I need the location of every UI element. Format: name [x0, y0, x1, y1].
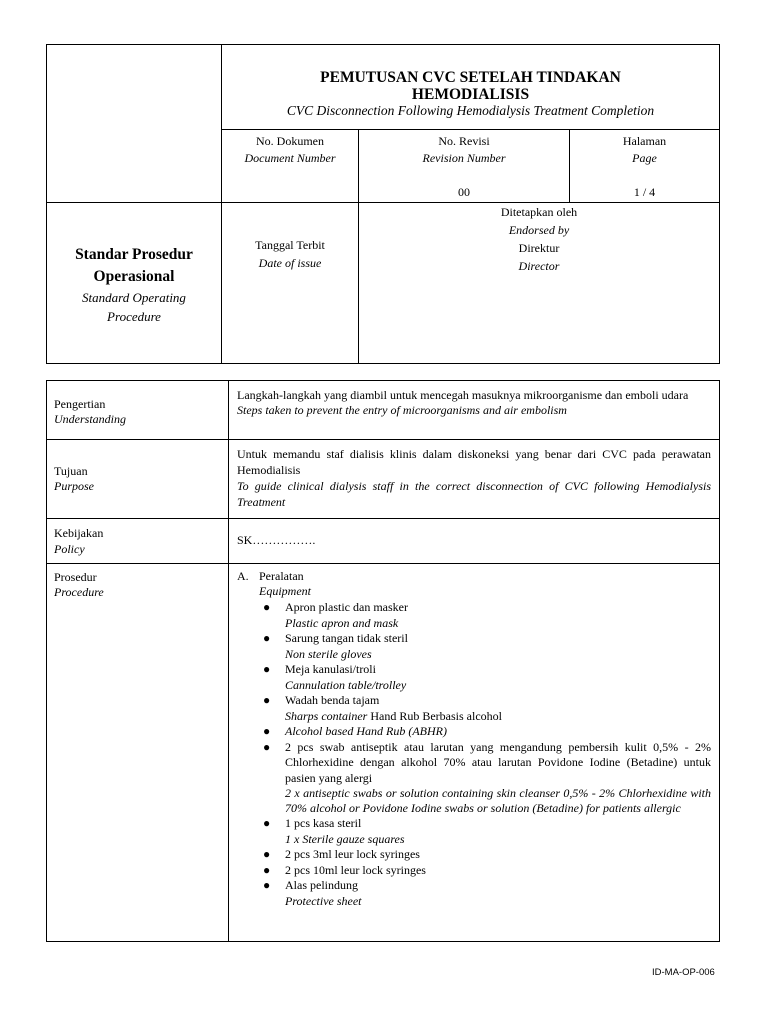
title-line-1: PEMUTUSAN CVC SETELAH TINDAKAN: [320, 69, 621, 86]
sop-subtitle-line-1: Standard Operating: [82, 290, 186, 305]
page-value: 1 / 4: [633, 185, 656, 199]
purpose-content: [229, 440, 720, 519]
understanding-text: Langkah-langkah yang diambil untuk mencegah masuknya mikroorganisme dan emboli udara: [237, 388, 689, 402]
sop-cell: [47, 203, 222, 364]
bullet-icon: ●: [263, 600, 271, 614]
item-text: Meja kanulasi/troli: [285, 662, 376, 676]
doc-title: [222, 69, 719, 103]
sop-title-line-1: Standar Prosedur: [75, 246, 193, 263]
item-text: 2 pcs swab antiseptik atau larutan yang mengandung pembersih kulit 0,5% - 2% Chlorhexidine dengan alkohol 70% atau larutan Povidone Iodine (Betadine) untuk pasien yang alergi: [285, 739, 711, 785]
understanding-label-en: Understanding: [54, 412, 126, 426]
list-item: [237, 816, 711, 847]
sop-subtitle: [47, 288, 221, 326]
procedure-label-en: Procedure: [54, 585, 104, 599]
bullet-icon: ●: [263, 724, 271, 738]
section-title-en: Equipment: [259, 584, 311, 598]
page-label-en: Page: [632, 151, 657, 165]
bullet-icon: ●: [263, 878, 271, 892]
bullet-icon: ●: [263, 862, 271, 877]
list-item: [237, 631, 711, 662]
item-text-en: 2 x antiseptic swabs or solution containing skin cleanser 0,5% - 2% Chlorhexidine with 70% alcohol or Povidone Iodine swabs or solution (Betadine) for patients allergic: [285, 786, 711, 815]
item-text-suffix: Hand Rub Berbasis alcohol: [367, 708, 502, 723]
policy-content: [229, 519, 720, 564]
section-title: Peralatan: [259, 569, 304, 583]
item-text: 2 pcs 10ml leur lock syringes: [285, 862, 426, 877]
sop-title-line-2: Operasional: [93, 268, 175, 285]
page-cell: [570, 130, 720, 203]
understanding-content: [229, 381, 720, 440]
revision-label: No. Revisi: [438, 134, 490, 148]
title-cell: [222, 45, 720, 130]
item-text: Sarung tangan tidak steril: [285, 631, 408, 645]
item-text-en: 1 x Sterile gauze squares: [285, 831, 405, 846]
procedure-label-cell: [47, 564, 229, 942]
issue-date-label-en: Date of issue: [258, 256, 322, 270]
item-text-en: Sharps container: [285, 708, 368, 723]
doc-number-label: No. Dokumen: [256, 134, 324, 148]
logo-cell: [47, 45, 222, 203]
purpose-text-en: To guide clinical dialysis staff in the correct disconnection of CVC following Hemodialysis Treatment: [237, 479, 711, 509]
title-line-2: HEMODIALISIS: [411, 86, 530, 103]
understanding-text-en: Steps taken to prevent the entry of microorganisms and air embolism: [237, 403, 567, 417]
item-text: Apron plastic dan masker: [285, 600, 408, 614]
bullet-icon: ●: [263, 847, 271, 861]
purpose-label: Tujuan: [54, 464, 88, 478]
list-item: [237, 847, 711, 863]
item-text: Wadah benda tajam: [285, 693, 380, 707]
purpose-label-cell: [47, 440, 229, 519]
list-item: [237, 662, 711, 693]
doc-number-cell: [222, 130, 359, 203]
sop-subtitle-line-2: Procedure: [107, 309, 161, 324]
director-label-en: Director: [518, 259, 560, 273]
doc-subtitle: CVC Disconnection Following Hemodialysis Treatment Completion: [286, 103, 655, 118]
equipment-heading: [237, 569, 711, 599]
footer-code: ID-MA-OP-006: [652, 967, 715, 978]
policy-label-en: Policy: [54, 542, 85, 556]
section-letter: A.: [237, 569, 249, 583]
understanding-label: Pengertian: [54, 397, 106, 411]
bullet-icon: ●: [263, 631, 271, 645]
revision-label-en: Revision Number: [422, 151, 506, 165]
list-item: [237, 878, 711, 909]
item-text: 1 pcs kasa steril: [285, 816, 362, 830]
purpose-text: Untuk memandu staf dialisis klinis dalam diskoneksi yang benar dari CVC pada perawatan Hemodialisis: [237, 447, 711, 477]
sop-title: [47, 244, 221, 288]
policy-label: Kebijakan: [54, 526, 104, 540]
item-text: 2 pcs 3ml leur lock syringes: [285, 847, 420, 861]
bullet-icon: ●: [263, 662, 271, 676]
list-item: [237, 600, 711, 631]
list-item: [237, 693, 711, 724]
item-text-en: Protective sheet: [285, 893, 362, 908]
understanding-label-cell: [47, 381, 229, 440]
item-text-en: Non sterile gloves: [285, 646, 372, 661]
doc-number-label-en: Document Number: [244, 151, 336, 165]
director-label: Direktur: [518, 241, 560, 255]
list-item: [237, 724, 711, 740]
procedure-label: Prosedur: [54, 570, 97, 584]
issue-date-label: Tanggal Terbit: [255, 238, 325, 252]
procedure-content: [229, 564, 720, 942]
revision-value: 00: [458, 185, 470, 199]
policy-text: SK…………….: [237, 533, 316, 547]
item-text-en: Cannulation table/trolley: [285, 677, 407, 692]
item-text: Alcohol based Hand Rub (ABHR): [285, 724, 447, 738]
policy-label-cell: [47, 519, 229, 564]
endorsed-label: Ditetapkan oleh: [500, 205, 578, 219]
list-item: [237, 863, 711, 879]
bullet-icon: ●: [263, 739, 271, 754]
revision-cell: [359, 130, 570, 203]
bullet-icon: ●: [263, 693, 271, 707]
bullet-icon: ●: [263, 816, 271, 830]
content-table: [46, 380, 720, 942]
page-label: Halaman: [622, 134, 667, 148]
item-text: Alas pelindung: [285, 878, 358, 892]
item-text-en: Plastic apron and mask: [285, 615, 399, 630]
list-item: [237, 740, 711, 817]
endorsement-cell: [359, 203, 720, 364]
endorsed-label-en: Endorsed by: [508, 223, 570, 237]
equipment-list: [237, 600, 711, 909]
purpose-label-en: Purpose: [54, 479, 94, 493]
header-table: [46, 44, 720, 364]
issue-date-cell: [222, 203, 359, 364]
